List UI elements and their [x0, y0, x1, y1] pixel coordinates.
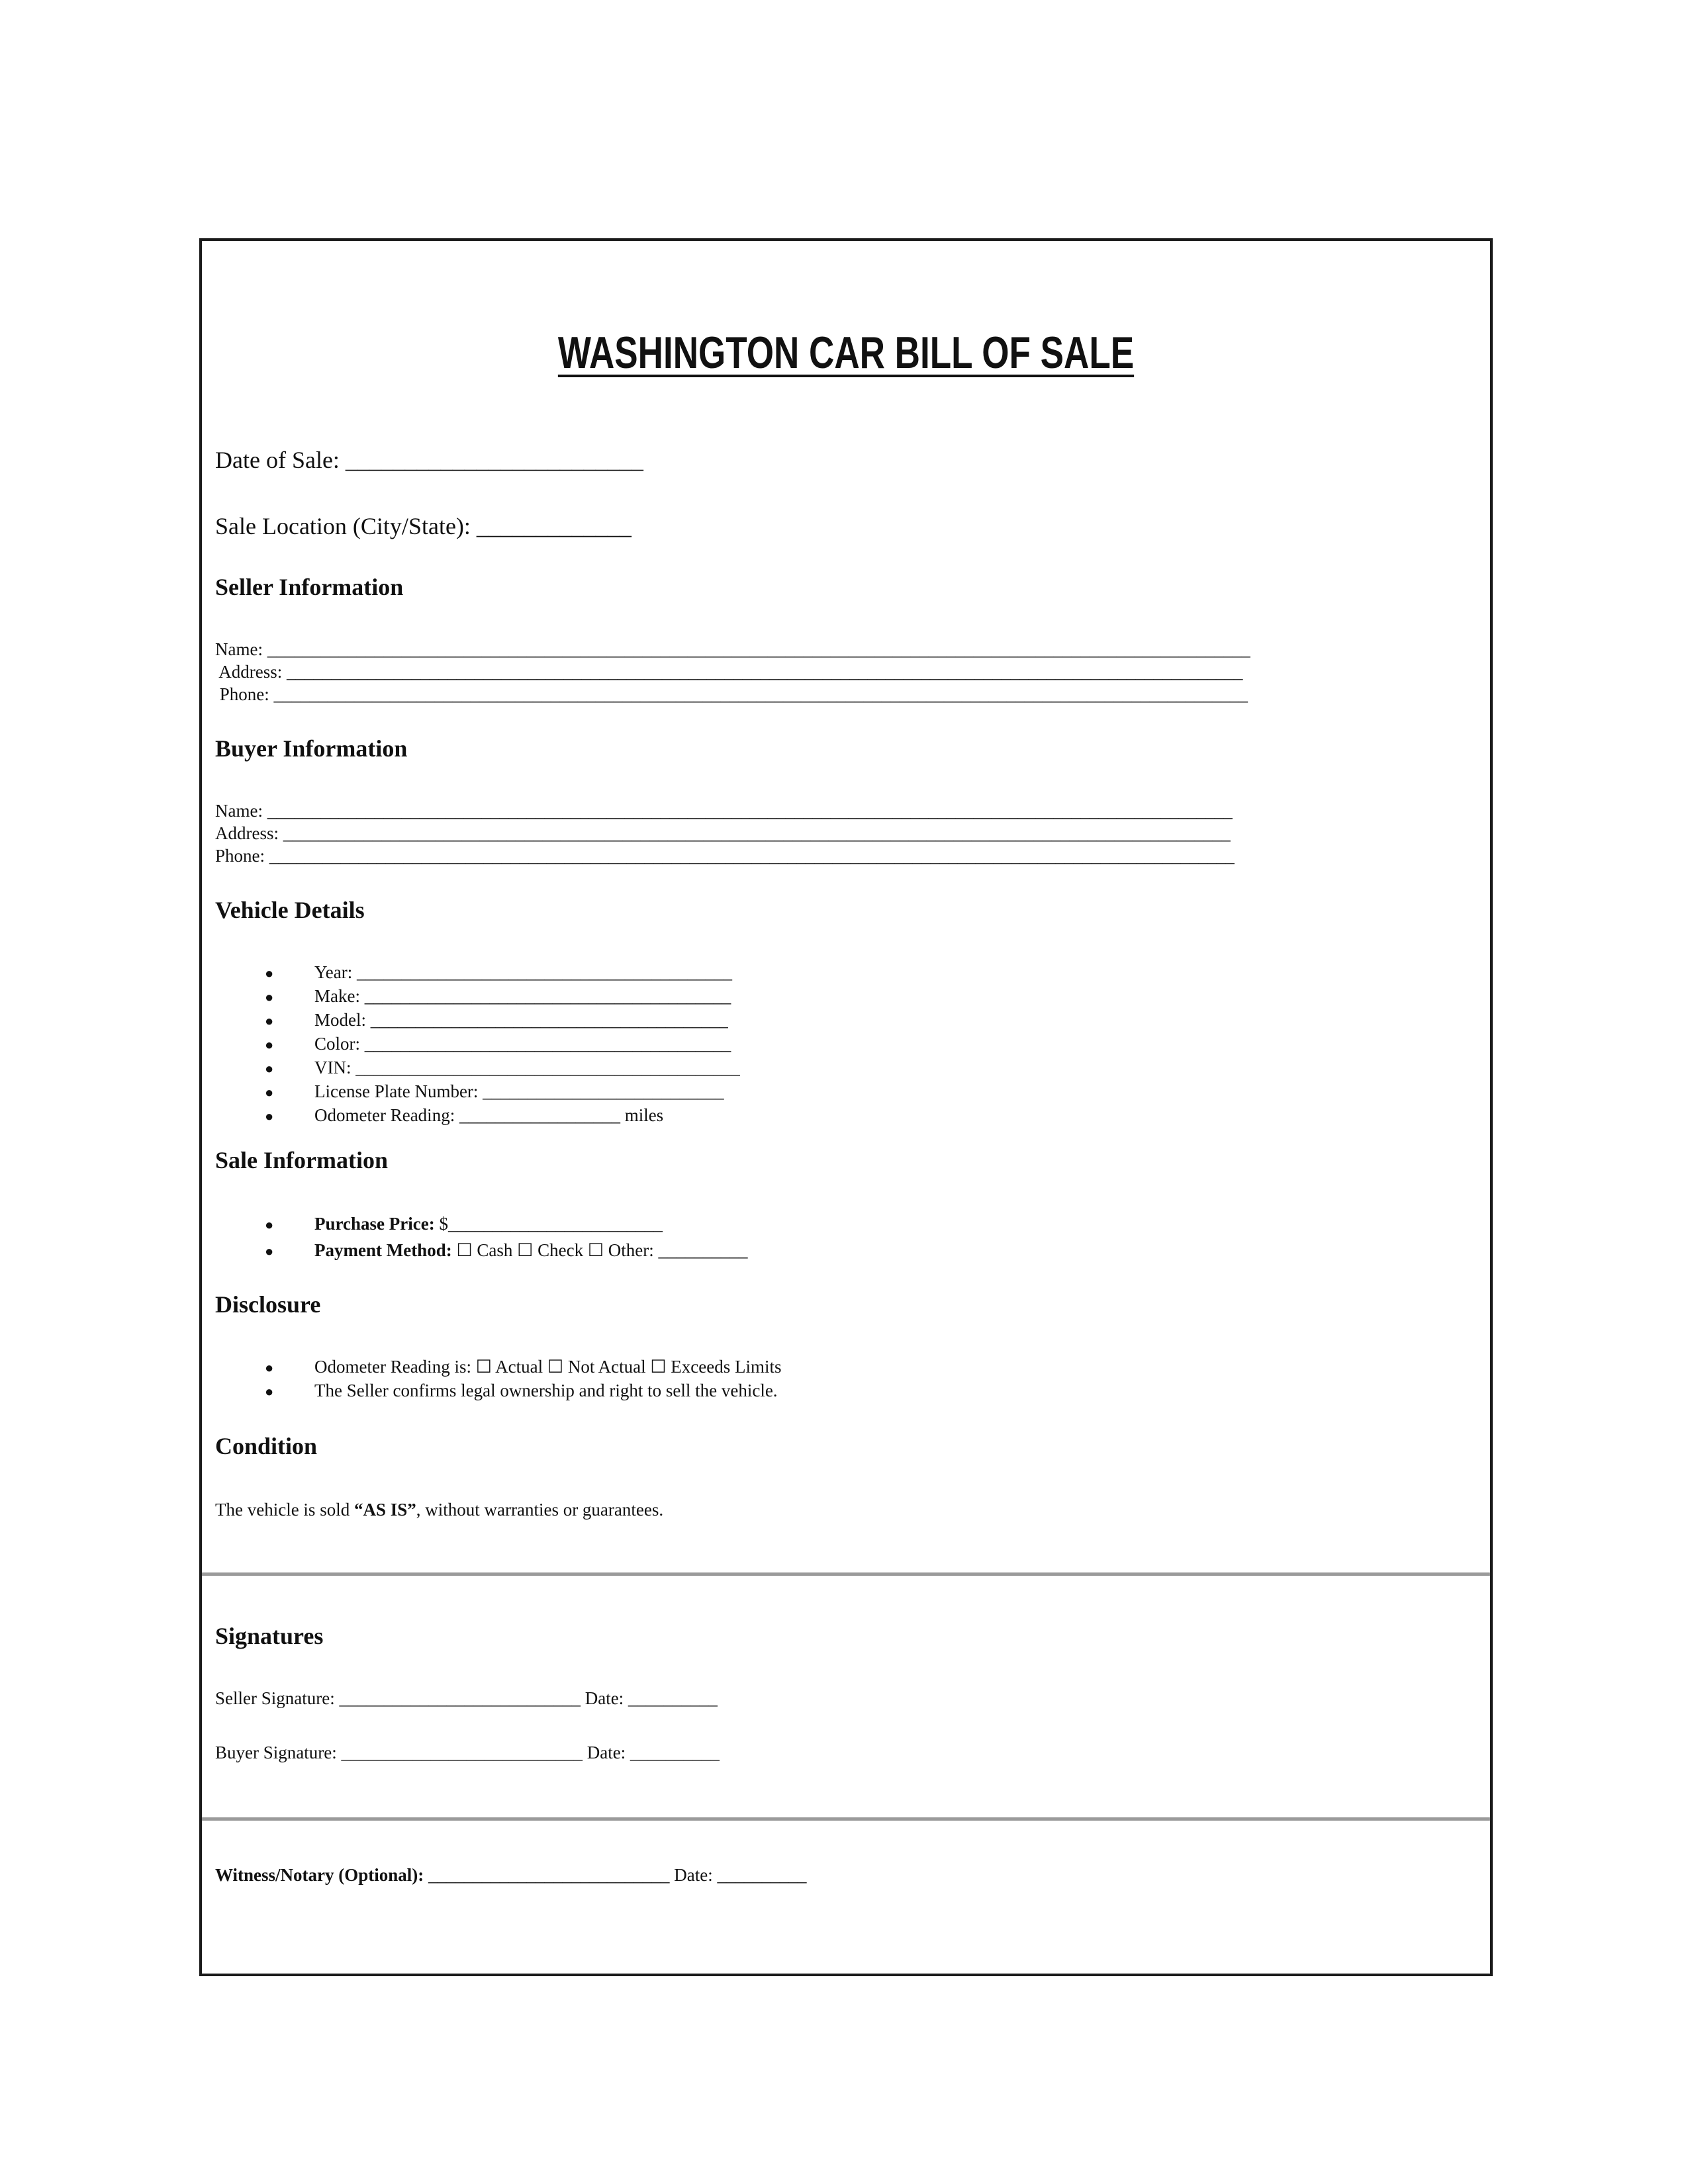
- list-item[interactable]: [215, 1104, 740, 1128]
- buyer-address-field[interactable]: Address: __________________________________________________________________________________________________________: [215, 823, 1231, 843]
- vehicle-heading: Vehicle Details: [215, 897, 365, 923]
- list-item[interactable]: [215, 961, 740, 985]
- list-item[interactable]: [215, 1080, 740, 1104]
- ownership-statement: The Seller confirms legal ownership and right to sell the vehicle.: [314, 1381, 778, 1400]
- witness-label: Witness/Notary (Optional):: [215, 1865, 428, 1885]
- list-item[interactable]: [215, 1211, 748, 1238]
- condition-text-before: The vehicle is sold: [215, 1500, 354, 1520]
- bullet-icon: ●: [265, 1013, 274, 1029]
- vehicle-year-field[interactable]: Year: __________________________________________: [314, 962, 733, 982]
- vehicle-details-list: [215, 961, 740, 1128]
- bullet-icon: ●: [265, 989, 274, 1005]
- list-item[interactable]: [215, 1056, 740, 1080]
- witness-notary-row[interactable]: [215, 1864, 806, 1886]
- sale-location-field[interactable]: Sale Location (City/State): _____________: [215, 513, 632, 539]
- condition-heading: Condition: [215, 1433, 318, 1459]
- buyer-phone-field[interactable]: Phone: ____________________________________________________________________________________________________________: [215, 846, 1235, 866]
- list-item[interactable]: [215, 985, 740, 1009]
- vehicle-model-field[interactable]: Model: ________________________________________: [314, 1010, 728, 1030]
- vehicle-plate-field[interactable]: License Plate Number: ___________________________: [314, 1081, 724, 1101]
- section-divider: [202, 1572, 1490, 1576]
- buyer-heading: Buyer Information: [215, 735, 408, 762]
- vehicle-color-field[interactable]: Color: _________________________________________: [314, 1034, 731, 1054]
- form-frame: [199, 238, 1493, 1976]
- page-title: WASHINGTON CAR BILL OF SALE: [557, 328, 1135, 378]
- vehicle-vin-field[interactable]: VIN: ___________________________________________: [314, 1058, 740, 1077]
- purchase-price-label: Purchase Price:: [314, 1214, 440, 1234]
- date-of-sale-field[interactable]: Date of Sale: _________________________: [215, 447, 643, 473]
- disclosure-list: [215, 1355, 781, 1403]
- buyer-signature-field[interactable]: Buyer Signature: ___________________________ Date: __________: [215, 1743, 720, 1762]
- as-is-text: “AS IS”: [353, 1500, 416, 1520]
- bullet-icon: ●: [265, 1108, 274, 1124]
- signatures-heading: Signatures: [215, 1623, 324, 1649]
- bullet-icon: ●: [265, 1060, 274, 1077]
- list-item[interactable]: [215, 1009, 740, 1032]
- seller-phone-field[interactable]: Phone: _____________________________________________________________________________________________________________: [215, 684, 1248, 704]
- section-divider: [202, 1817, 1490, 1821]
- list-item: [215, 1379, 781, 1403]
- odometer-disclosure-options[interactable]: Odometer Reading is: ☐ Actual ☐ Not Actual ☐ Exceeds Limits: [314, 1357, 782, 1377]
- purchase-price-field[interactable]: $________________________: [439, 1214, 663, 1234]
- bullet-icon: ●: [265, 965, 274, 981]
- list-item[interactable]: [215, 1355, 781, 1379]
- bullet-icon: ●: [265, 1036, 274, 1053]
- sale-info-heading: Sale Information: [215, 1147, 388, 1173]
- bullet-icon: ●: [265, 1359, 274, 1376]
- payment-method-label: Payment Method:: [314, 1240, 457, 1260]
- condition-statement: [215, 1498, 663, 1521]
- condition-text-after: , without warranties or guarantees.: [416, 1500, 664, 1520]
- list-item[interactable]: [215, 1238, 748, 1264]
- seller-signature-field[interactable]: Seller Signature: ___________________________ Date: __________: [215, 1688, 718, 1708]
- vehicle-odometer-field[interactable]: Odometer Reading: __________________ miles: [314, 1105, 664, 1125]
- seller-address-field[interactable]: Address: ___________________________________________________________________________________________________________: [215, 662, 1243, 682]
- buyer-name-field[interactable]: Name: ____________________________________________________________________________________________________________: [215, 801, 1233, 821]
- bullet-icon: ●: [265, 1383, 274, 1400]
- bullet-icon: ●: [265, 1216, 274, 1233]
- list-item[interactable]: [215, 1032, 740, 1056]
- disclosure-heading: Disclosure: [215, 1291, 321, 1318]
- seller-name-field[interactable]: Name: ______________________________________________________________________________________________________________: [215, 639, 1250, 659]
- bullet-icon: ●: [265, 1243, 274, 1259]
- sale-info-list: [215, 1211, 748, 1264]
- seller-heading: Seller Information: [215, 574, 404, 600]
- vehicle-make-field[interactable]: Make: _________________________________________: [314, 986, 731, 1006]
- witness-signature-field[interactable]: ___________________________ Date: __________: [428, 1865, 807, 1885]
- bullet-icon: ●: [265, 1084, 274, 1101]
- payment-method-options[interactable]: ☐ Cash ☐ Check ☐ Other: __________: [456, 1240, 748, 1260]
